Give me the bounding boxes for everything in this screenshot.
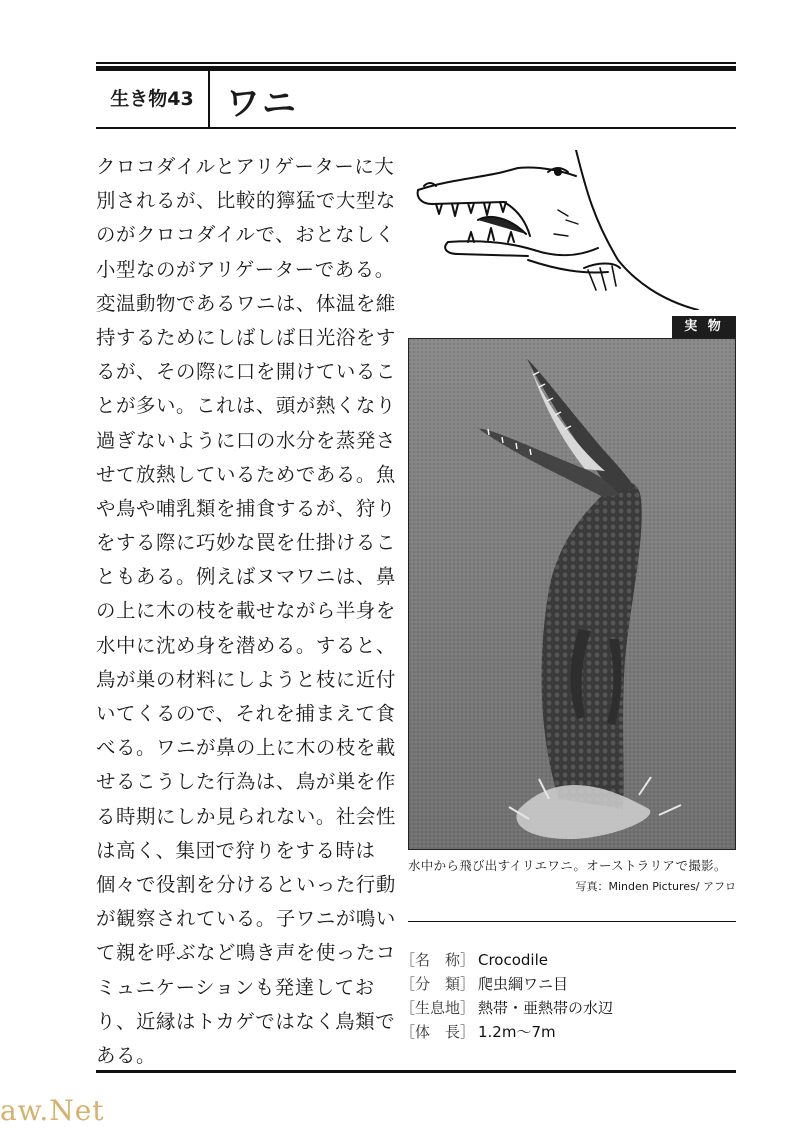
header-bottom-rule: [96, 127, 736, 129]
body-line: とが多い。これは、頭が熱くなり: [96, 394, 396, 418]
body-line: り、近縁はトカゲではなく鳥類で: [96, 1009, 396, 1033]
specs-separator: [408, 921, 736, 922]
body-line: のがクロコダイルで、おとなしく: [96, 223, 396, 247]
body-line: 個々で役割を分けるといった行動: [96, 872, 396, 896]
spec-row-classification: [400, 972, 613, 996]
spec-label-classification: ［分 類］: [400, 975, 476, 993]
body-line: が観察されている。子ワニが鳴い: [96, 907, 396, 931]
body-line: 小型なのがアリゲーターである。: [96, 257, 395, 281]
body-line: は高く、集団で狩りをする時は: [96, 838, 376, 862]
entry-title: ワニ: [226, 84, 298, 124]
entry-number: 生き物43: [110, 88, 194, 110]
body-line: ミュニケーションも発達してお: [96, 975, 375, 999]
body-line: て親を呼ぶなど鳴き声を使ったコ: [96, 941, 396, 965]
watermark: aw.Net: [0, 1094, 105, 1127]
footer-rule: [96, 1070, 736, 1073]
body-line: るが、その際に口を開けているこ: [96, 360, 396, 384]
body-line: 変温動物であるワニは、体温を維: [96, 291, 396, 315]
body-line: の上に木の枝を載せながら半身を: [96, 599, 396, 623]
body-line: 鳥が巣の材料にしようと枝に近付: [96, 667, 396, 691]
body-line: 水中に沈め身を潜める。すると、: [96, 633, 396, 657]
body-line: 持するためにしばしば日光浴をす: [96, 325, 396, 349]
body-line: る時期にしか見られない。社会性: [96, 804, 396, 828]
spec-row-habitat: [400, 996, 613, 1020]
photo-badge: 実 物: [672, 316, 736, 338]
spec-row-name: [400, 948, 613, 972]
body-line: せるこうした行為は、鳥が巣を作: [96, 770, 396, 794]
body-line: 過ぎないように口の水分を蒸発さ: [96, 428, 396, 452]
spec-value-habitat: 熱帯・亜熱帯の水辺: [478, 999, 614, 1017]
body-line: いてくるので、それを捕まえて食: [96, 702, 396, 725]
body-line: 別されるが、比較的獰猛で大型な: [96, 189, 396, 213]
specs-table: [400, 948, 613, 1044]
body-line: や鳥や哺乳類を捕食するが、狩り: [96, 496, 396, 520]
body-text: [96, 150, 396, 1073]
body-line: クロコダイルとアリゲーターに大: [96, 155, 395, 178]
crocodile-photo: [408, 338, 736, 850]
body-line: せて放熱しているためである。魚: [96, 462, 396, 486]
header-divider: [208, 71, 210, 127]
spec-label-habitat: ［生息地］: [400, 999, 476, 1017]
spec-value-name: Crocodile: [478, 951, 548, 969]
header-top-rule-thin: [96, 62, 736, 64]
photo-credit: 写真：Minden Pictures/ アフロ: [575, 880, 736, 893]
crocodile-illustration: [408, 150, 736, 310]
spec-value-classification: 爬虫綱ワニ目: [478, 975, 569, 993]
header-top-rule-thick: [96, 66, 736, 71]
body-line: ともある。例えばヌマワニは、鼻: [96, 565, 396, 589]
body-line: ある。: [96, 1043, 156, 1067]
body-line: をする際に巧妙な罠を仕掛けるこ: [96, 531, 396, 555]
spec-row-length: [400, 1020, 613, 1044]
photo-caption: 水中から飛び出すイリエワニ。オーストラリアで撮影。: [408, 858, 727, 873]
body-line: べる。ワニが鼻の上に木の枝を載: [96, 736, 396, 760]
spec-value-length: 1.2m〜7m: [478, 1023, 556, 1041]
spec-label-length: ［体 長］: [400, 1023, 476, 1041]
spec-label-name: ［名 称］: [400, 951, 476, 969]
